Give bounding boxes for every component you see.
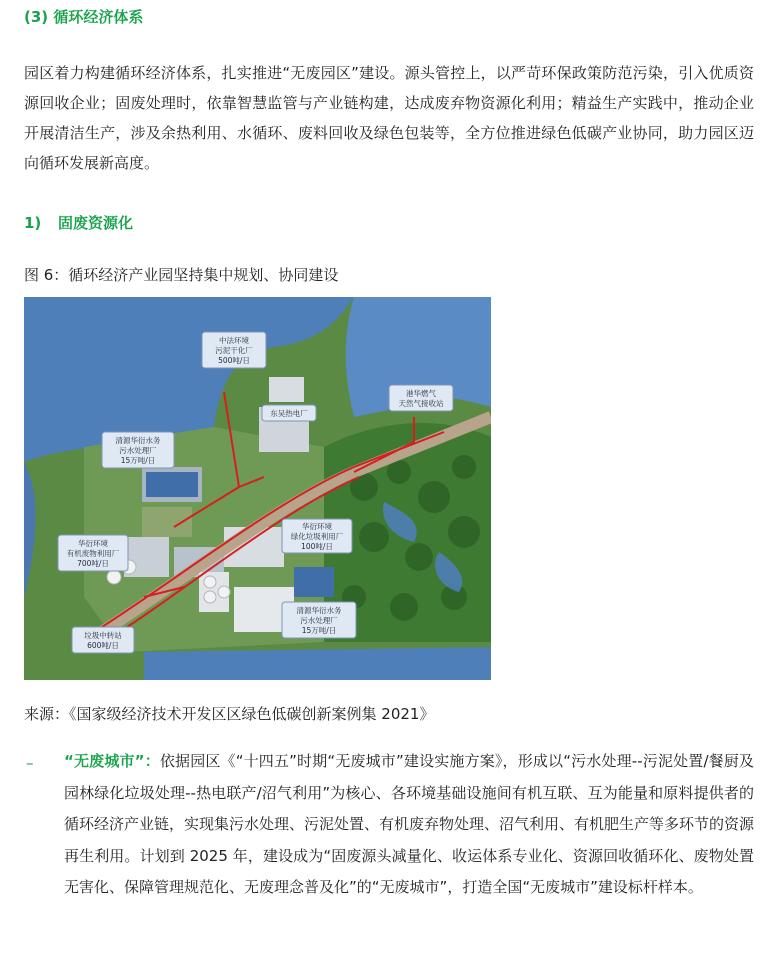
label-line: 华衍环境 <box>302 522 332 531</box>
label-line: 15万吨/日 <box>120 456 156 465</box>
label-line: 500吨/日 <box>218 356 250 365</box>
label-transfer-station <box>72 627 134 653</box>
label-line: 绿化垃圾利用厂 <box>290 532 344 541</box>
label-line: 污泥干化厂 <box>215 346 253 355</box>
label-line: 清源华衍水务 <box>115 436 161 445</box>
label-line: 污水处理厂 <box>300 616 338 625</box>
label-organic-waste-plant <box>58 535 128 571</box>
figure-caption: 图 6：循环经济产业园坚持集中规划、协同建设 <box>24 266 339 284</box>
label-green-waste-plant <box>282 519 352 553</box>
label-sludge-drying-plant <box>202 332 266 368</box>
industrial-park-aerial-image <box>24 297 491 680</box>
subsection-title: 固废资源化 <box>58 214 134 232</box>
label-line: 华衍环境 <box>78 539 108 548</box>
label-line: 天然气接收站 <box>398 399 444 408</box>
label-sewage-plant-north <box>102 432 174 468</box>
label-line: 港华燃气 <box>406 389 436 398</box>
label-line: 100吨/日 <box>301 542 333 551</box>
bullet-lead: “无废城市”： <box>64 752 160 770</box>
park-illustration <box>24 297 491 680</box>
subsection-number: 1) <box>24 214 42 232</box>
intro-paragraph: 园区着力构建循环经济体系，扎实推进“无废园区”建设。源头管控上，以严苛环保政策防范污染，引入优质资源回收企业；固废处理时，依靠智慧监管与产业链构建，达成废弃物资源化利用；精益生产实践中，推动企业开展清洁生产，涉及余热利用、水循环、废料回收及绿色包装等，全方位推进绿色低碳产业协同，助力园区迈向循环发展新高度。 <box>24 64 754 172</box>
label-line: 有机废物利用厂 <box>66 549 120 558</box>
label-line: 600吨/日 <box>87 641 119 650</box>
label-line: 中法环境 <box>219 336 249 345</box>
label-line: 700吨/日 <box>77 559 109 568</box>
bullet-text: 依据园区《“十四五”时期“无废城市”建设实施方案》，形成以“污水处理--污泥处置/餐厨及园林绿化垃圾处理--热电联产/沼气利用”为核心、各环境基础设施间有机互联、互为能量和原料提供者的循环经济产业链，实现集污水处理、污泥处置、有机废弃物处理、沼气利用、有机肥生产等多环节的资源再生利用。计划到 2025 年，建设成为“固废源头减量化、收运体系专业化、资源回收循环化、废物处置无害化、保障管理规范化、无废理念普及化”的“无废城市”，打造全国“无废城市”建设标杆样本。 <box>64 752 755 896</box>
label-line: 15万吨/日 <box>301 626 337 635</box>
label-line: 清源华衍水务 <box>296 606 342 615</box>
section-title: (3) 循环经济体系 <box>24 8 144 26</box>
label-thermal-power-plant <box>262 405 316 421</box>
label-line: 垃圾中转站 <box>84 631 122 640</box>
label-line: 污水处理厂 <box>119 446 157 455</box>
bullet-dash: – <box>26 754 34 772</box>
subsection-heading <box>24 212 133 233</box>
label-sewage-plant-south <box>282 602 356 638</box>
bullet-paragraph <box>64 746 754 904</box>
figure-source: 来源：《国家级经济技术开发区区绿色低碳创新案例集 2021》 <box>24 705 435 723</box>
label-gas-receiving-station <box>389 385 453 411</box>
label-line: 东吴热电厂 <box>270 409 308 418</box>
